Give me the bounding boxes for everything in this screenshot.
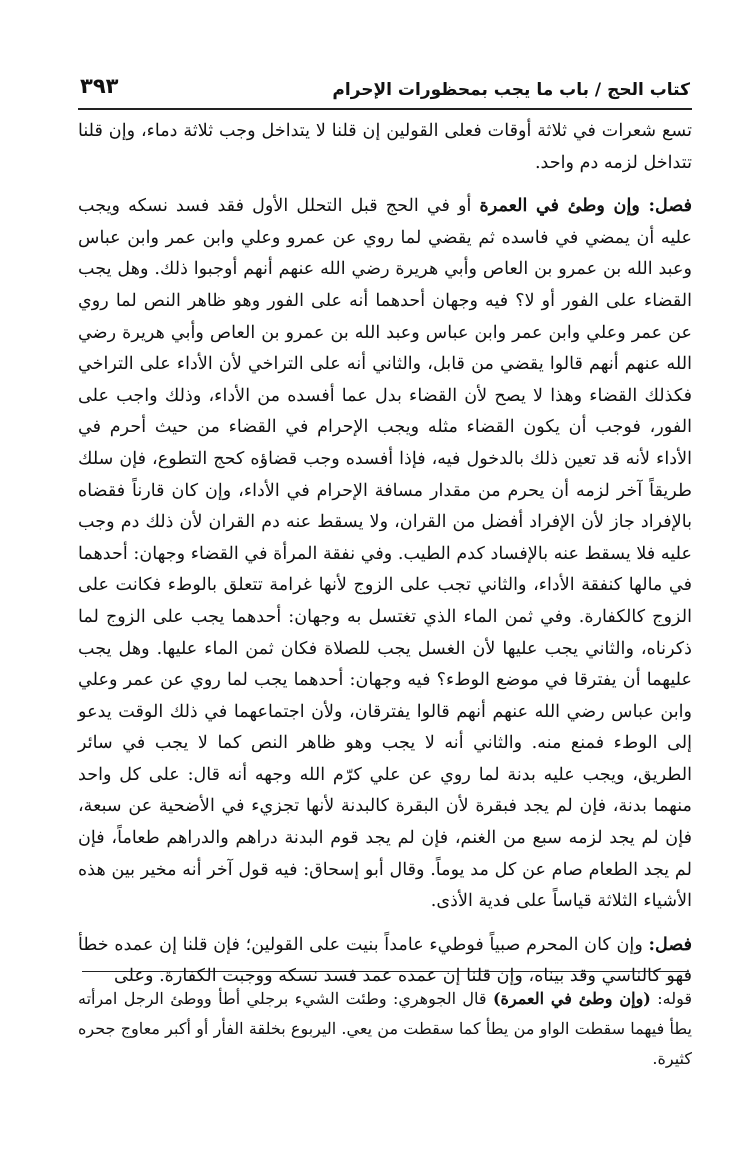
paragraph-heading: فصل:: [648, 933, 692, 955]
paragraph-heading: فصل: وإن وطئ في العمرة: [479, 195, 692, 217]
footnote: [78, 984, 692, 1074]
footnote-text: قال الجوهري: وطئت الشيء برجلي أطأ ووطئ الرجل امرأته يطأ فيهما سقطت الواو من يطأ كما سقطت من يعي. اليربوع بخلقة الفأر أو أكبر معاوج جحره كثيرة.: [78, 989, 692, 1068]
footnote-prefix: قوله:: [650, 989, 693, 1008]
page-header: [78, 70, 692, 110]
main-text: [78, 116, 692, 993]
footnote-heading: (وإن وطئ في العمرة): [492, 989, 651, 1008]
running-title: كتاب الحج / باب ما يجب بمحظورات الإحرام: [332, 80, 690, 100]
paragraph-continuation: [78, 116, 692, 179]
paragraph-text: تسع شعرات في ثلاثة أوقات فعلى القولين إن قلنا لا يتداخل وجب ثلاثة دماء، وإن قلنا تتداخل لزمه دم واحد.: [78, 121, 692, 173]
paragraph-umrah-intercourse: [78, 190, 692, 918]
paragraph-text: وإن كان المحرم صبياً فوطيء عامداً بنيت على القولين؛ فإن قلنا إن عمده خطأ فهو كالناسي وقد بيناه، وإن قلنا إن عمده عمد فسد نسكه ووجبت الكفارة. وعلى: [78, 934, 692, 987]
footnote-paragraph: [78, 984, 692, 1074]
footnote-divider: [82, 971, 689, 972]
page-number: ٣٩٣: [80, 74, 119, 98]
paragraph-text: أو في الحج قبل التحلل الأول فقد فسد نسكه ويجب عليه أن يمضي في فاسده ثم يقضي لما روي عن عمرو وعلي وابن عمر وابن عباس وعبد الله بن عمرو بن العاص وأبي هريرة رضي الله عنهم أنهم أوجبوا ذلك. وهل يجب القضاء على الفور أو لا؟ فيه وجهان أحدهما أنه على الفور وهو ظاهر النص لما روي عن عمر وعلي وابن عمر وابن عباس وعبد الله بن عمرو بن العاص وأبي هريرة رضي الله عنهم أنهم قالوا يقضي من قابل، والثاني أنه على التراخي لأن الأداء على التراخي فكذلك القضاء وهذا لا يصح لأن القضاء بدل عما أفسده من الأداء، وذلك واجب على الفور، فوجب أن يكون القضاء مثله ويجب الإحرام في القضاء من حيث أحرم في الأداء لأنه قد تعين ذلك بالدخول فيه، فإذا أفسده وجب قضاؤه كحج التطوع، فإن سلك طريقاً آخر لزمه أن يحرم من مقدار مسافة الإحرام في الأداء، وإن كان قارناً فقضاه بالإفراد جاز لأن الإفراد أفضل من القران، ولا يسقط عنه دم القران لأن ذلك دم وجب عليه فلا يسقط عنه بالإفساد كدم الطيب. وفي نفقة المرأة في القضاء وجهان: أحدهما في مالها كنفقة الأداء، والثاني تجب على الزوج لأنها غرامة تتعلق بالوطء فكانت على الزوج كالكفارة. وفي ثمن الماء الذي تغتسل به وجهان: أحدهما يجب على الزوج لما ذكرناه، والثاني يجب عليها لأن الغسل يجب للصلاة فكان ثمن الماء عليها. وهل يجب عليهما أن يفترقا في موضع الوطء؟ فيه وجهان: أحدهما يجب لما روي عن عمر وعلي وابن عباس رضي الله عنهم أنهم قالوا يفترقان، ولأن اجتماعهما في ذلك الوقت يدعو إلى الوطء فمنع منه. والثاني أنه لا يجب وهو ظاهر النص كما لا يجب في سائر الطريق، ويجب عليه بدنة لما روي عن علي كرّم الله وجهه أنه قال: على كل واحد منهما بدنة، فإن لم يجد فبقرة لأن البقرة كالبدنة لأنها تجزيء في الأضحية عن سبعة، فإن لم يجد لزمه سبع من الغنم، فإن لم يجد قوم البدنة دراهم والدراهم طعاماً، فإن لم يجد الطعام صام عن كل مد يوماً. وقال أبو إسحاق: فيه قول آخر أنه مخير بين هذه الأشياء الثلاثة قياساً على فدية الأذى.: [78, 196, 692, 912]
